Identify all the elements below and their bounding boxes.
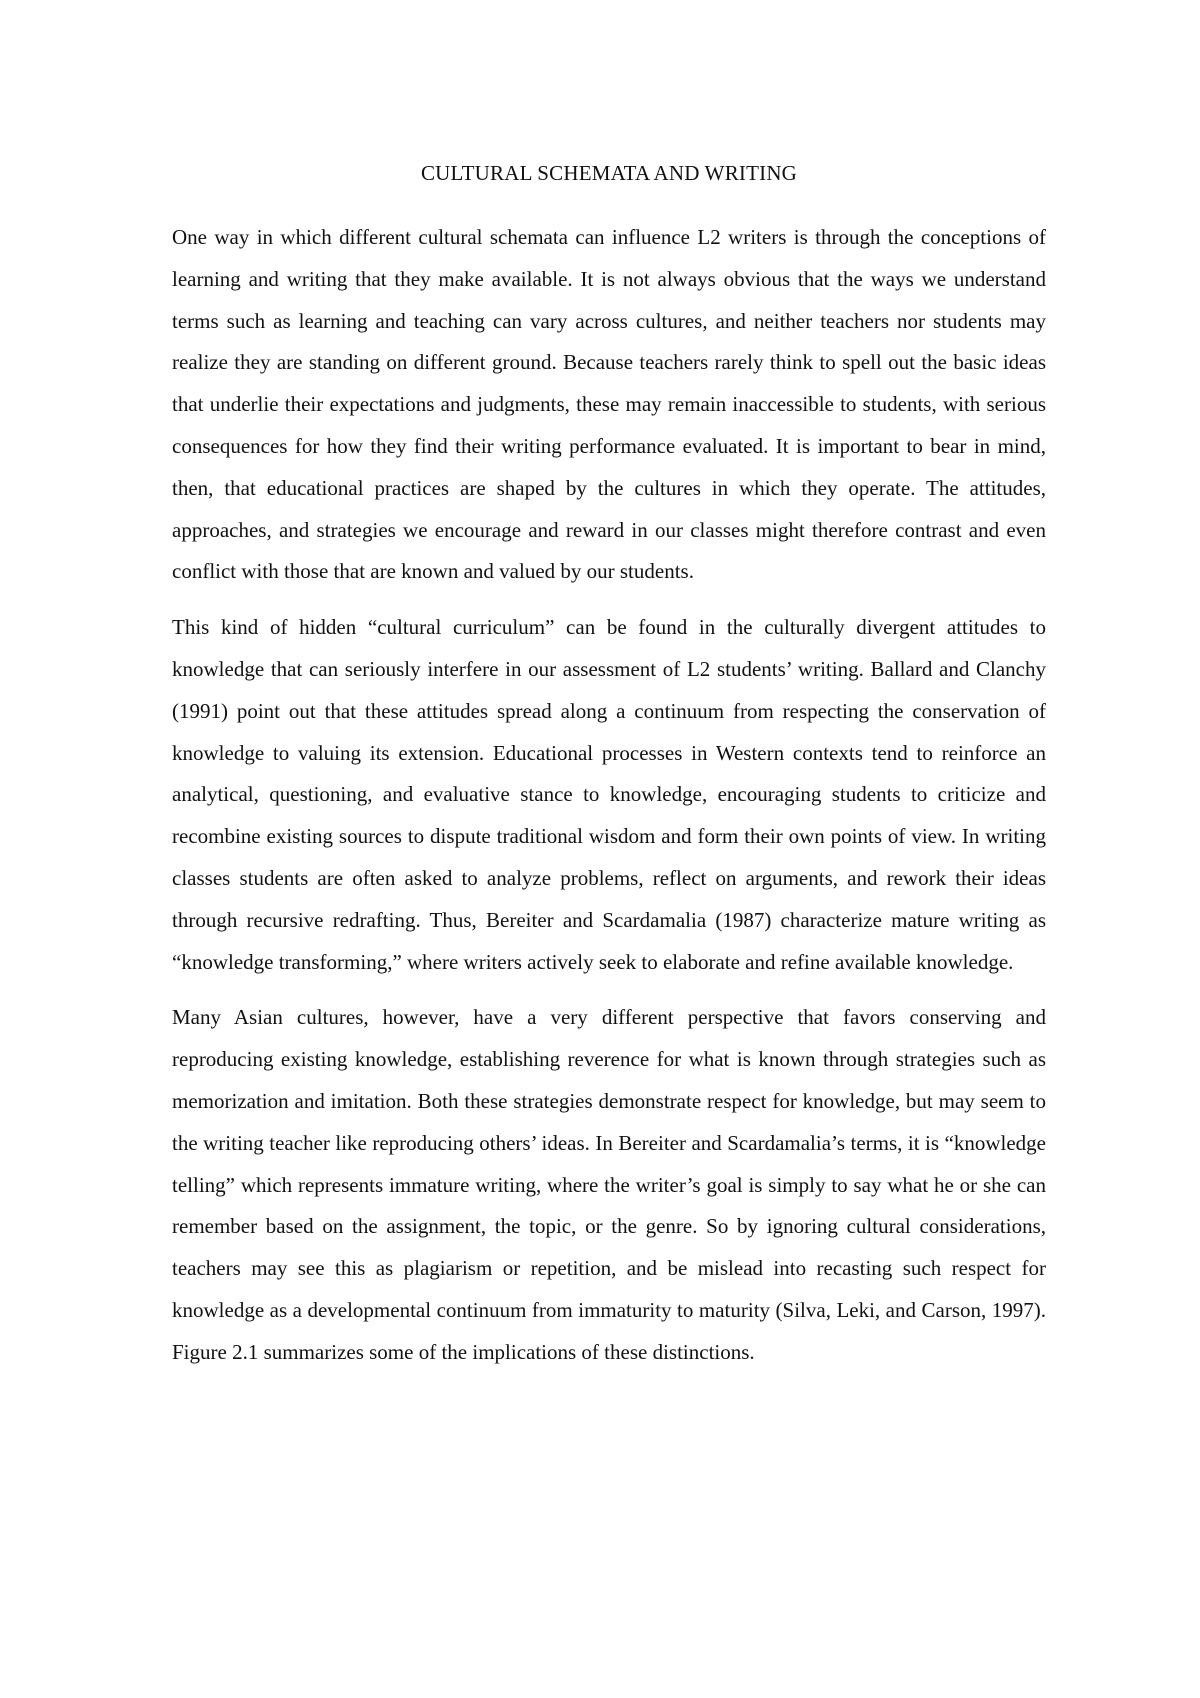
document-title: CULTURAL SCHEMATA AND WRITING [420, 161, 798, 185]
paragraph-2: This kind of hidden “cultural curriculum” can be found in the culturally divergent attitudes to knowledge that can seriously interfere in our assessment of L2 students’ writing. Ballard and Clanchy (1991) point out that these attitudes spread along a continuum from respecting the conservation of knowledge to valuing its extension. Educational processes in Western contexts tend to reinforce an analytical, questioning, and evaluative stance to knowledge, encouraging students to criticize and recombine existing sources to dispute traditional wisdom and form their own points of view. In writing classes students are often asked to analyze problems, reflect on arguments, and rework their ideas through recursive redrafting. Thus, Bereiter and Scardamalia (1987) characterize mature writing as “knowledge transforming,” where writers actively seek to elaborate and refine available knowledge. [172, 615, 1046, 974]
paragraph-3: Many Asian cultures, however, have a very different perspective that favors conserving and reproducing existing knowledge, establishing reverence for what is known through strategies such as memorization and imitation. Both these strategies demonstrate respect for knowledge, but may seem to the writing teacher like reproducing others’ ideas. In Bereiter and Scardamalia’s terms, it is “knowledge telling” which represents immature writing, where the writer’s goal is simply to say what he or she can remember based on the assignment, the topic, or the genre. So by ignoring cultural considerations, teachers may see this as plagiarism or repetition, and be mislead into recasting such respect for knowledge as a developmental continuum from immaturity to maturity (Silva, Leki, and Carson, 1997). Figure 2.1 summarizes some of the implications of these distinctions. [172, 1005, 1046, 1364]
paragraph-1: One way in which different cultural schemata can influence L2 writers is through the conceptions of learning and writing that they make available. It is not always obvious that the ways we understand terms such as learning and teaching can vary across cultures, and neither teachers nor students may realize they are standing on different ground. Because teachers rarely think to spell out the basic ideas that underlie their expectations and judgments, these may remain inaccessible to students, with serious consequences for how they find their writing performance evaluated. It is important to bear in mind, then, that educational practices are shaped by the cultures in which they operate. The attitudes, approaches, and strategies we encourage and reward in our classes might therefore contrast and even conflict with those that are known and valued by our students. [172, 225, 1046, 584]
document-body [172, 158, 1046, 1374]
